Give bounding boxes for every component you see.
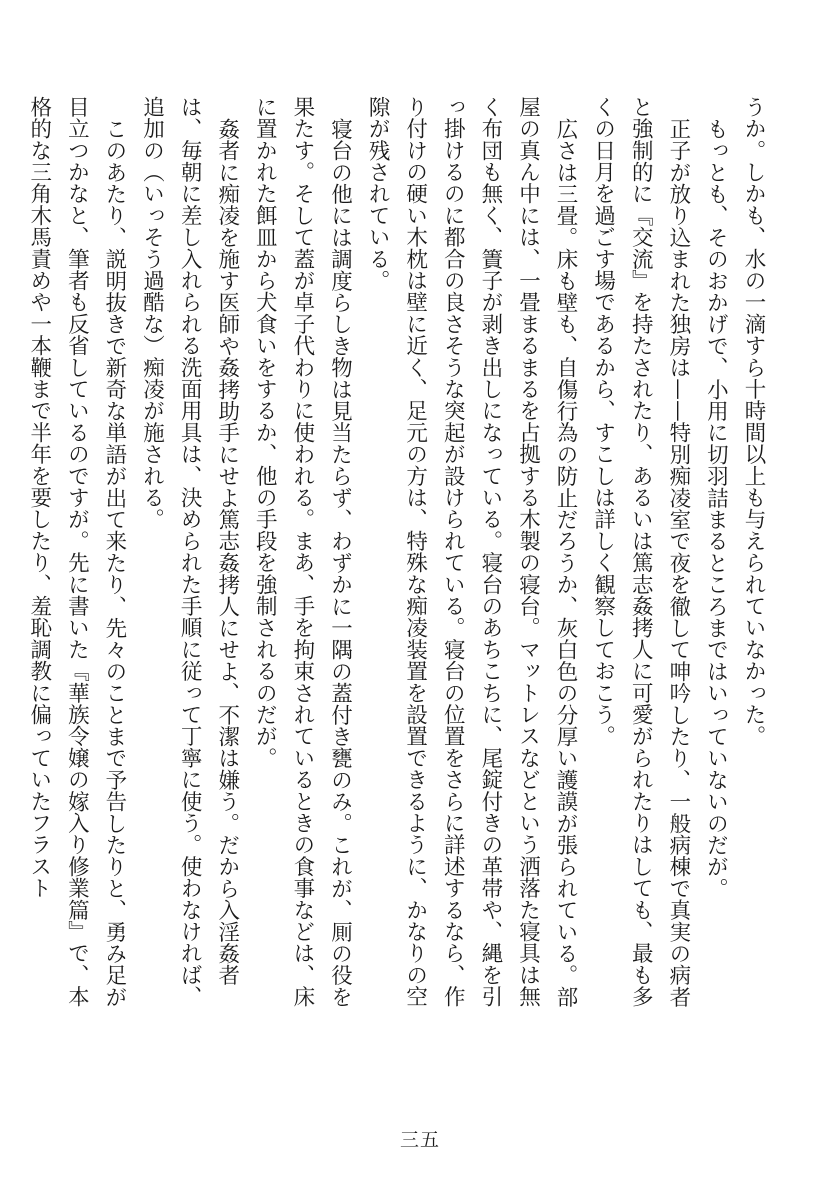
paragraph: 正子が放り込まれた独房は——特別痴凌室で夜を徹して呻吟したり、一般病棟で真実の病者と強制的に『交流』を持たされたり、あるいは篤志姦拷人に可愛がられたりはしても、最も多くの日月を過ごす場であるから、すこしは詳しく観察しておこう。 [590,96,691,1008]
paragraph: うか。しかも、水の一滴すら十時間以上も与えられていなかった。 [741,96,766,747]
paragraph: 広さは三畳。床も壁も、自傷行為の防止だろうか、灰白色の分厚い護謨が張られている。部屋の真ん中には、一畳まるまるを占拠する木製の寝台。マットレスなどという洒落た寝具は無く布団も無く、簀子が剥き出しになっている。寝台のあちこちに、尾錠付きの革帯や、縄を引っ掛けるのに都合の良さそうな突起が設けられている。寝台の位置をさらに詳述するなら、作り付けの硬い木枕は壁に近く、足元の方は、特殊な痴凌装置を設置できるように、かなりの空隙が残されている。 [365,96,579,1008]
paragraph: 姦者に痴凌を施す医師や姦拷助手にせよ篤志姦拷人にせよ、不潔は嫌う。だから入淫姦者は、毎朝に差し入れられる洗面用具は、決められた手順に従って丁寧に使う。使わなければ、追加の（いっそう過酷な）痴凌が施される。 [139,96,240,1008]
page-number: 三五 [399,1129,440,1151]
paragraph: もっとも、そのおかげで、小用に切羽詰まるところまではいっていないのだが。 [703,117,729,899]
paragraph: 寝台の他には調度らしき物は見当たらず、わずかに一隅の蓋付き甕のみ。これが、厠の役を果たす。そして蓋が卓子代わりに使われる。まあ、手を拘束されているときの食事などは、床に置かれた餌皿から犬食いをするか、他の手段を強制されるのだが。 [252,96,353,1008]
paragraph: このあたり、説明抜きで新奇な単語が出て来たり、先々のことまで予告したりと、勇み足が目立つかなと、筆者も反省しているのですが。先に書いた『華族令嬢の嫁入り修業篇』で、本格的な三角木馬責めや一本鞭まで半年を要したり、羞恥調教に偏っていたフラスト [26,96,127,1008]
vertical-text-body [26,96,772,1016]
